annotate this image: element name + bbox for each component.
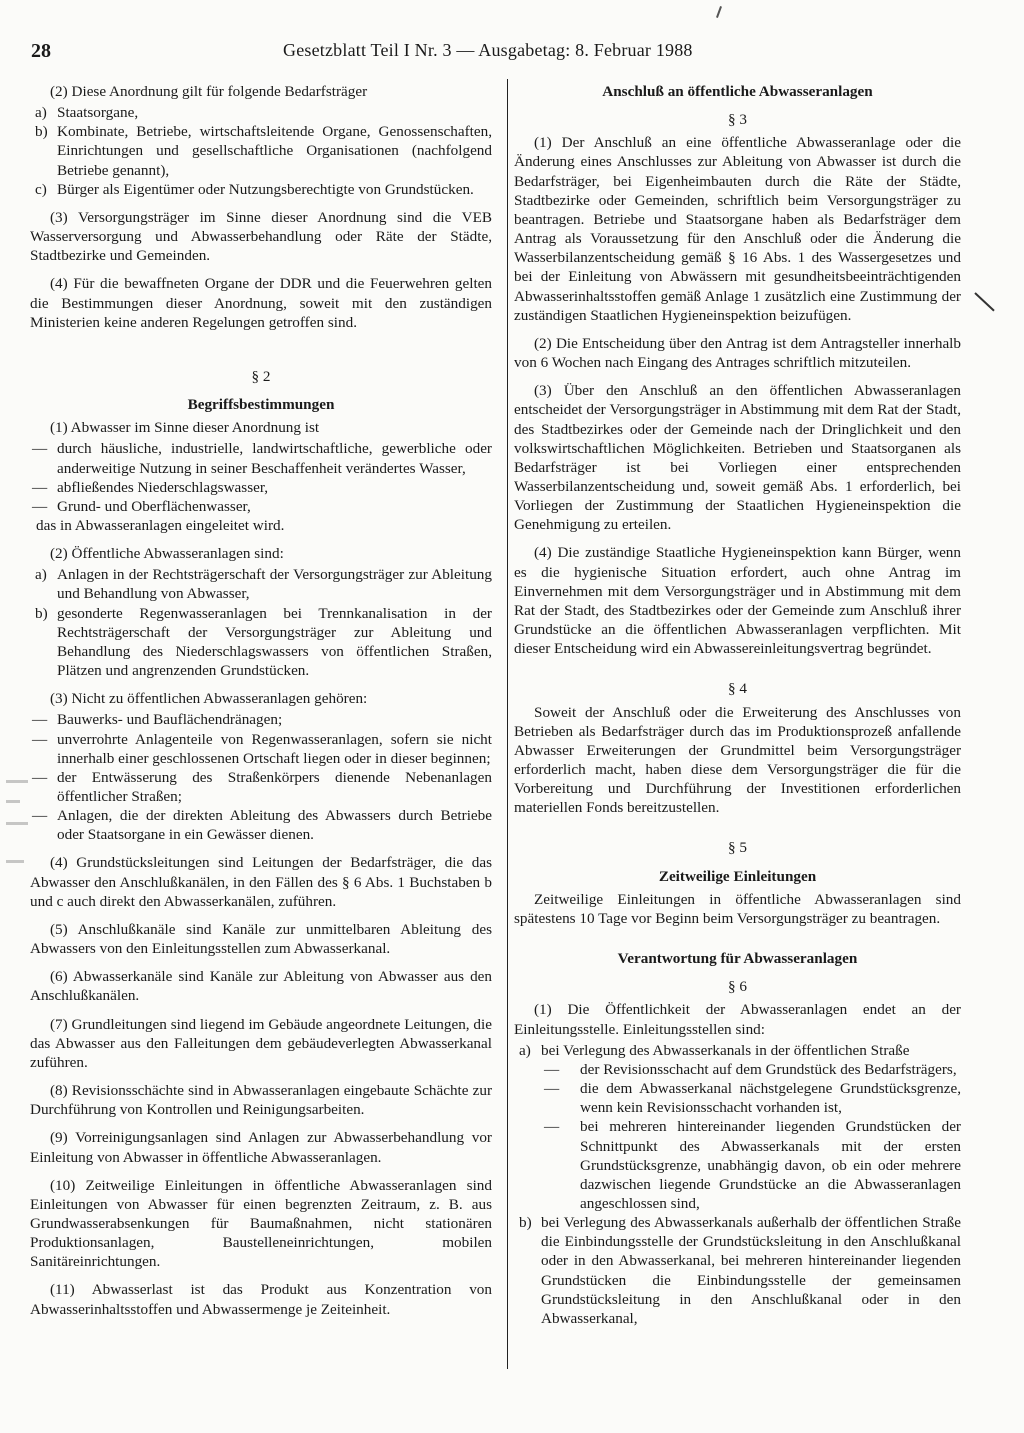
section-title: Begriffsbestimmungen: [187, 396, 335, 414]
paragraph: (6) Abwasserkanäle sind Kanäle zur Ableitung von Abwasser aus den Anschlußkanälen.: [30, 968, 492, 1005]
section-heading: Verantwortung für Abwasseranlagen: [617, 950, 858, 968]
list-label: —: [32, 768, 48, 786]
list-label: a): [35, 104, 47, 122]
list-text: bei mehreren hintereinander liegenden Grundstücken der Schnittpunkt des Abwasserkanals mit der ersten Grundstücksgrenze, unabhängig davon, ob ein oder mehrere dazwischen liegende Grundstücke an die Abwasseranlagen angeschlossen sind,: [580, 1118, 961, 1212]
column-divider: [507, 79, 508, 1369]
paragraph: Soweit der Anschluß oder die Erweiterung des Anschlusses von Betrieben als Bedarfsträger durch das im Produktionsprozeß anfallende Abwasser Erweiterungen der Grundmittel beim Versorgungsträger erforderlich macht, haben diese dem Versorgungsträger die für die Vorbereitung und Durchführung der Investitionen erforderlichen materiellen Fonds bereitzustellen.: [514, 703, 961, 817]
section-number: § 6: [728, 978, 747, 996]
margin-mark: [974, 292, 994, 311]
paragraph: (4) Für die bewaffneten Organe der DDR und die Feuerwehren gelten die Bestimmungen dieser Anordnung, soweit mit den zuständigen Ministerien keine anderen Regelungen getroffen sind.: [30, 275, 492, 331]
list-text: Anlagen, die der direkten Ableitung des Abwassers durch Betriebe oder Staatsorgane in ein Gewässer dienen.: [57, 807, 492, 844]
section-number: § 5: [728, 839, 747, 857]
list-label: —: [32, 730, 48, 748]
list-text: die dem Abwasserkanal nächstgelegene Grundstücksgrenze, wenn kein Revisionsschacht vorhanden ist,: [580, 1080, 961, 1117]
list-label: —: [32, 478, 48, 496]
list-item: [536, 1060, 961, 1079]
paragraph: das in Abwasseranlagen eingeleitet wird.: [36, 516, 285, 534]
list-label: a): [519, 1041, 531, 1059]
list-item: [30, 806, 492, 844]
paragraph: (3) Über den Anschluß an den öffentlichen Abwasseranlagen entscheidet der Versorgungsträger in Abstimmung mit dem Rat der Stadt, des Stadtbezirkes oder der Gemeinde nach der Dringlichkeit und den volkswirtschaftlichen Möglichkeiten. Betrieben und Staatsorganen als Bedarfsträger ist bei Vorliegen einer entsprechenden Wasserbilanzentscheidung und, soweit gemäß Abs. 1 erforderlich, bei Vorliegen der Zustimmung der Staatlichen Hygieneinspektion die Genehmigung zu erteilen.: [514, 382, 961, 534]
margin-smudge: [6, 822, 28, 825]
list-label: —: [32, 807, 48, 825]
list-item: [30, 103, 492, 122]
paragraph: (1) Der Anschluß an eine öffentliche Abwasseranlage oder die Änderung eines Anschlusses zur Ableitung von Abwasser ist durch die Bedarfsträger, bei Eigenheimbauten durch die Räte der Städte, Stadtbezirke oder Gemeinden, schriftlich beim Versorgungsträger zu beantragen. Betriebe und Staatsorgane haben als Bedarfsträger dem Antrag als Voraussetzung für den Anschluß oder die Änderung die Wasserbilanzentscheidung gemäß § 16 Abs. 1 des Wassergesetzes und bei der Einleitung von Abwässern mit gesundheitsbeeinträchtigenden Abwasserinhaltsstoffen gemäß Anlage 1 zusätzlich eine Zustimmung der zuständigen Staatlichen Hygieneinspektion beizufügen.: [514, 134, 961, 324]
list-item: [514, 1041, 961, 1060]
list-item: [30, 710, 492, 729]
list-label: b): [35, 123, 48, 141]
list-label: b): [519, 1214, 532, 1232]
list-text: der Revisionsschacht auf dem Grundstück des Bedarfsträgers,: [580, 1060, 957, 1078]
list-text: bei Verlegung des Abwasserkanals außerhalb der öffentlichen Straße die Einbindungsstelle der Grundstücksleitung in den Anschlußkanal oder in den Abwasserkanal, bei mehreren hintereinander liegenden Grundstücken die Einbindungsstelle der gemeinsamen Grundstücksleitung in den Anschlußkanal oder in den Abwasserkanal,: [541, 1214, 961, 1327]
paragraph: (2) Die Entscheidung über den Antrag ist dem Antragsteller innerhalb von 6 Wochen nach Eingang des Antrages schriftlich mitzuteilen.: [514, 334, 961, 372]
list-text: Grund- und Oberflächenwasser,: [57, 497, 251, 515]
paragraph: (4) Die zuständige Staatliche Hygieneinspektion kann Bürger, wenn es die hygienische Situation erfordert, auch ohne Antrag im Einvernehmen mit dem Versorgungsträger und in Abstimmung mit dem Rat der Stadt, des Stadtbezirkes oder der Gemeinde zum Anschluß ihrer Grundstücke an die öffentlichen Abwasseranlagen verpflichten. Mit dieser Entscheidung wird ein Abwassereinleitungsvertrag begründet.: [514, 544, 961, 658]
list-item: [30, 497, 492, 516]
list-label: —: [32, 711, 48, 729]
paragraph: (3) Nicht zu öffentlichen Abwasseranlagen gehören:: [50, 690, 368, 708]
list-text: der Entwässerung des Straßenkörpers dienende Nebenanlagen öffentlicher Straßen;: [57, 768, 492, 805]
page-header-title: Gesetzblatt Teil I Nr. 3 — Ausgabetag: 8. Februar 1988: [283, 40, 693, 60]
list-label: a): [35, 566, 47, 584]
list-label: —: [32, 497, 48, 515]
list-text: Bürger als Eigentümer oder Nutzungsberechtigte von Grundstücken.: [57, 180, 474, 198]
list-item: [30, 439, 492, 477]
list-item: [30, 604, 492, 681]
section-title: Zeitweilige Einleitungen: [658, 867, 817, 885]
paragraph: (2) Öffentliche Abwasseranlagen sind:: [50, 545, 284, 563]
list-text: durch häusliche, industrielle, landwirtschaftliche, gewerbliche oder anderweitige Nutzung in seiner Beschaffenheit verändertes Wasser,: [57, 440, 492, 477]
list-item: [536, 1117, 961, 1213]
list-text: abfließendes Niederschlagswasser,: [57, 478, 269, 496]
list-text: Staatsorgane,: [57, 104, 139, 122]
margin-mark: [716, 6, 722, 18]
margin-smudge: [6, 780, 28, 783]
list-label: b): [35, 604, 48, 622]
list-item: [30, 122, 492, 179]
list-text: bei Verlegung des Abwasserkanals in der öffentlichen Straße: [541, 1041, 910, 1059]
page-number: 28: [31, 40, 51, 62]
list-item: [514, 1213, 961, 1328]
paragraph: (1) Abwasser im Sinne dieser Anordnung ist: [50, 419, 320, 437]
list-text: Bauwerks- und Bauflächendränagen;: [57, 711, 283, 729]
margin-smudge: [6, 800, 20, 803]
section-number: § 3: [728, 111, 747, 129]
paragraph: Zeitweilige Einleitungen in öffentliche Abwasseranlagen sind spätestens 10 Tage vor Beginn beim Versorgungsträger zu beantragen.: [514, 890, 961, 927]
list-label: —: [544, 1118, 560, 1136]
list-item: [30, 730, 492, 768]
list-item: [30, 768, 492, 806]
left-column: [30, 82, 492, 1328]
paragraph: (7) Grundleitungen sind liegend im Gebäude angeordnete Leitungen, die das Abwasser aus den Falleitungen dem gebäudeverlegten Abwasserkanal zuführen.: [30, 1015, 492, 1071]
list-text: unverrohrte Anlagenteile von Regenwasseranlagen, sofern sie nicht innerhalb einer geschlossenen Ortschaft liegen oder in dieser beginnen;: [57, 730, 492, 767]
paragraph: (1) Die Öffentlichkeit der Abwasseranlagen endet an der Einleitungsstelle. Einleitungsstellen sind:: [514, 1001, 961, 1038]
list-text: Kombinate, Betriebe, wirtschaftsleitende Organe, Genossenschaften, Einrichtungen und gesellschaftliche Organisationen (nachfolgend Betriebe genannt),: [57, 123, 492, 179]
paragraph: (8) Revisionsschächte sind in Abwasseranlagen eingebaute Schächte zur Durchführung von Kontrollen und Reinigungsarbeiten.: [30, 1082, 492, 1119]
list-label: —: [544, 1080, 560, 1098]
list-item: [30, 180, 492, 199]
section-number: § 2: [251, 367, 271, 385]
paragraph: (11) Abwasserlast ist das Produkt aus Konzentration von Abwasserinhaltsstoffen und Abwassermenge je Zeiteinheit.: [30, 1281, 492, 1318]
list-text: gesonderte Regenwasseranlagen bei Trennkanalisation in der Rechtsträgerschaft der Versorgungsträger zur Ableitung und Behandlung des Niederschlagswassers von öffentlichen Straßen, Plätzen und angrenzenden Grundstücken.: [57, 604, 492, 680]
list-item: [30, 478, 492, 497]
paragraph: (2) Diese Anordnung gilt für folgende Bedarfsträger: [50, 83, 368, 100]
paragraph: (9) Vorreinigungsanlagen sind Anlagen zur Abwasserbehandlung vor Einleitung von Abwasser in öffentliche Abwasseranlagen.: [30, 1129, 492, 1166]
margin-smudge: [6, 860, 24, 863]
paragraph: (10) Zeitweilige Einleitungen in öffentliche Abwasseranlagen sind Einleitungen von Abwasser für einen begrenzten Zeitraum, z. B. aus Grundwasserabsenkungen für Baumaßnahmen, nicht stationären Produktionsanlagen, Baustelleneinrichtungen, mobilen Sanitäreinrichtungen.: [30, 1176, 492, 1271]
list-item: [536, 1079, 961, 1117]
right-column: [514, 82, 961, 1328]
section-heading: Anschluß an öffentliche Abwasseranlagen: [602, 83, 873, 100]
section-number: § 4: [728, 680, 747, 698]
paragraph: (4) Grundstücksleitungen sind Leitungen der Bedarfsträger, die das Abwasser den Anschlußkanälen, in den Fällen des § 6 Abs. 1 Buchstaben b und c auch direkt den Abwasserkanälen, zuführen.: [30, 854, 492, 910]
paragraph: (5) Anschlußkanäle sind Kanäle zur unmittelbaren Ableitung des Abwassers von den Einleitungsstellen zum Abwasserkanal.: [30, 920, 492, 958]
list-label: c): [35, 180, 47, 198]
list-text: Anlagen in der Rechtsträgerschaft der Versorgungsträger zur Ableitung und Behandlung von Abwasser,: [57, 566, 492, 603]
list-item: [30, 565, 492, 603]
list-label: —: [544, 1060, 560, 1078]
paragraph: (3) Versorgungsträger im Sinne dieser Anordnung sind die VEB Wasserversorgung und Abwasserbehandlung oder Räte der Städte, Stadtbezirke und Gemeinden.: [30, 208, 492, 265]
list-label: —: [32, 440, 48, 458]
